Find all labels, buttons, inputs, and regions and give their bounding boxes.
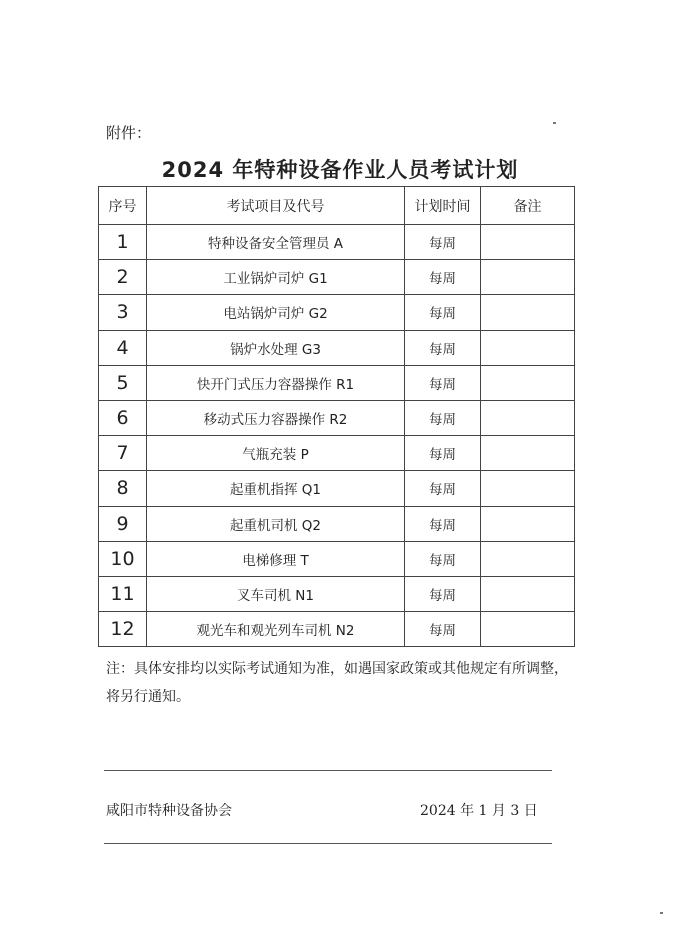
header-item: 考试项目及代号 (147, 187, 405, 225)
row-note (481, 506, 575, 541)
row-time: 每周 (405, 260, 481, 295)
exam-plan-table (98, 186, 575, 647)
row-item: 气瓶充装 P (147, 436, 405, 471)
row-number: 6 (99, 400, 147, 435)
table-row (99, 612, 575, 647)
row-note (481, 612, 575, 647)
row-time: 每周 (405, 400, 481, 435)
row-number: 1 (99, 225, 147, 260)
row-item: 工业锅炉司炉 G1 (147, 260, 405, 295)
table-row (99, 330, 575, 365)
row-note (481, 541, 575, 576)
row-note (481, 260, 575, 295)
row-item: 电站锅炉司炉 G2 (147, 295, 405, 330)
table-row (99, 225, 575, 260)
row-note (481, 330, 575, 365)
row-time: 每周 (405, 365, 481, 400)
row-item: 电梯修理 T (147, 541, 405, 576)
table-row (99, 436, 575, 471)
lower-divider (104, 843, 552, 844)
document-title: 2024 年特种设备作业人员考试计划 (161, 158, 519, 182)
row-number: 11 (99, 576, 147, 611)
table-row (99, 576, 575, 611)
table-row (99, 295, 575, 330)
row-time: 每周 (405, 471, 481, 506)
header-time: 计划时间 (405, 187, 481, 225)
row-item: 快开门式压力容器操作 R1 (147, 365, 405, 400)
row-number: 7 (99, 436, 147, 471)
header-no: 序号 (99, 187, 147, 225)
row-number: 10 (99, 541, 147, 576)
notice-text: 注：具体安排均以实际考试通知为准，如遇国家政策或其他规定有所调整，将另行通知。 (106, 661, 568, 705)
row-note (481, 225, 575, 260)
table-row (99, 365, 575, 400)
row-number: 9 (99, 506, 147, 541)
scan-speck (660, 912, 663, 914)
row-item: 移动式压力容器操作 R2 (147, 400, 405, 435)
row-item: 观光车和观光列车司机 N2 (147, 612, 405, 647)
row-item: 锅炉水处理 G3 (147, 330, 405, 365)
row-item: 起重机司机 Q2 (147, 506, 405, 541)
issuing-organization: 咸阳市特种设备协会 (106, 803, 232, 819)
row-item: 叉车司机 N1 (147, 576, 405, 611)
scan-speck (553, 122, 556, 124)
table-header-row (99, 187, 575, 225)
row-time: 每周 (405, 576, 481, 611)
row-note (481, 365, 575, 400)
row-time: 每周 (405, 506, 481, 541)
row-note (481, 576, 575, 611)
row-note (481, 295, 575, 330)
row-time: 每周 (405, 330, 481, 365)
row-item: 特种设备安全管理员 A (147, 225, 405, 260)
row-item: 起重机指挥 Q1 (147, 471, 405, 506)
row-note (481, 436, 575, 471)
row-number: 5 (99, 365, 147, 400)
row-number: 4 (99, 330, 147, 365)
table-row (99, 506, 575, 541)
row-note (481, 471, 575, 506)
row-time: 每周 (405, 225, 481, 260)
row-number: 2 (99, 260, 147, 295)
table-row (99, 400, 575, 435)
row-number: 12 (99, 612, 147, 647)
row-number: 8 (99, 471, 147, 506)
row-note (481, 400, 575, 435)
row-time: 每周 (405, 612, 481, 647)
table-row (99, 541, 575, 576)
row-number: 3 (99, 295, 147, 330)
row-time: 每周 (405, 541, 481, 576)
row-time: 每周 (405, 295, 481, 330)
issue-date: 2024 年 1 月 3 日 (420, 803, 538, 819)
attachment-label: 附件： (106, 124, 152, 142)
upper-divider (104, 770, 552, 771)
row-time: 每周 (405, 436, 481, 471)
table-row (99, 260, 575, 295)
header-note: 备注 (481, 187, 575, 225)
table-row (99, 471, 575, 506)
